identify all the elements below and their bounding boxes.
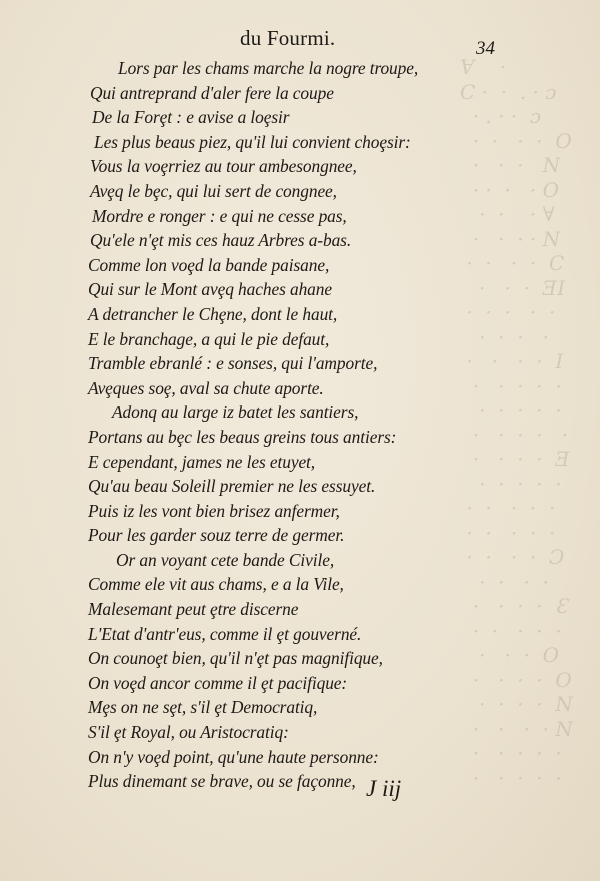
verse-line: Tramble ebranlé : e sonses, qui l'amporte, [88,353,378,374]
verse-line: On voȩd ancor comme il ȩt pacifique: [88,672,348,693]
verse-line: L'Etat d'antr'eus, comme il ȩt gouverné. [88,623,362,644]
verse-line: Portans au bȩc les beaus greins tous antiers: [88,426,397,447]
signature-mark: J iij [366,776,402,801]
verse-line: Avȩques soȩ, aval sa chute aporte. [88,377,324,398]
verse-line: Vous la voȩrriez au tour ambesongnee, [90,156,357,177]
verse-line: Les plus beaus piez, qu'il lui convient choȩsir: [94,131,411,152]
verse-line: Adonq au large iz batet les santiers, [112,402,359,423]
verse-line: De la Forȩt : e avise a loȩsir [92,107,290,128]
verse-line: Or an voyant cete bande Civile, [116,549,335,570]
verse-line: Puis iz les vont bien brisez anfermer, [88,500,340,521]
verse-line: Qui sur le Mont avȩq haches ahane [88,279,332,300]
verse-line: Qu'ele n'ȩt mis ces hauz Arbres a-bas. [90,230,352,251]
verse-line: Pour les garder souz terre de germer. [88,525,345,546]
verse-line: E le branchage, a qui le pie defaut, [88,328,330,349]
verse-line: E cependant, james ne les etuyet, [88,451,316,472]
verse-line: Comme lon voȩd la bande paisane, [88,254,330,275]
verse-line: Malesemant peut ȩtre discerne [88,599,299,620]
verse-line: Mȩs on ne sȩt, s'il ȩt Democratiq, [88,697,318,718]
verse-line: On counoȩt bien, qu'il n'ȩt pas magnifique, [88,648,383,669]
page-number: 34 [476,38,495,59]
verse-line: On n'y voȩd point, qu'une haute personne: [88,746,379,767]
verse-line: Avȩq le bȩc, qui lui sert de congnee, [90,180,337,201]
verse-line: Comme ele vit aus chams, e a la Vile, [88,574,344,595]
verse-line: Mordre e ronger : e qui ne cesse pas, [92,205,347,226]
verse-line: S'il ȩt Royal, ou Aristocratiq: [88,722,289,743]
verse-line: Plus dinemant se brave, ou se façonne, [88,771,356,792]
verse-line: Lors par les chams marche la nogre troupe, [118,58,419,78]
verse-line: A detrancher le Chȩne, dont le haut, [88,303,338,324]
show-through-verso: Ɐ · C · · . · ɔ · . · · ɔ · · · · O · · · N · · · · O · · · ∀ · · · · N · · · · C · · · ƎI · · · · · · · · · · · · · I · · · · · · · · · · · · · · · · · · · Ǝ · · · · · · · · · · · · · · · · · · · Ɔ · · · · · · · · Ɛ · · · · · · · · O · · · · O · · · · N · · · · N · · · · · · · · · · [460,55,573,790]
verse-line: Qui antreprand d'aler fere la coupe [90,82,334,103]
verse-block [0,56,600,794]
verse-line: Qu'au beau Soleill premier ne les essuyet. [88,476,376,497]
running-head: du Fourmi. [240,26,336,50]
